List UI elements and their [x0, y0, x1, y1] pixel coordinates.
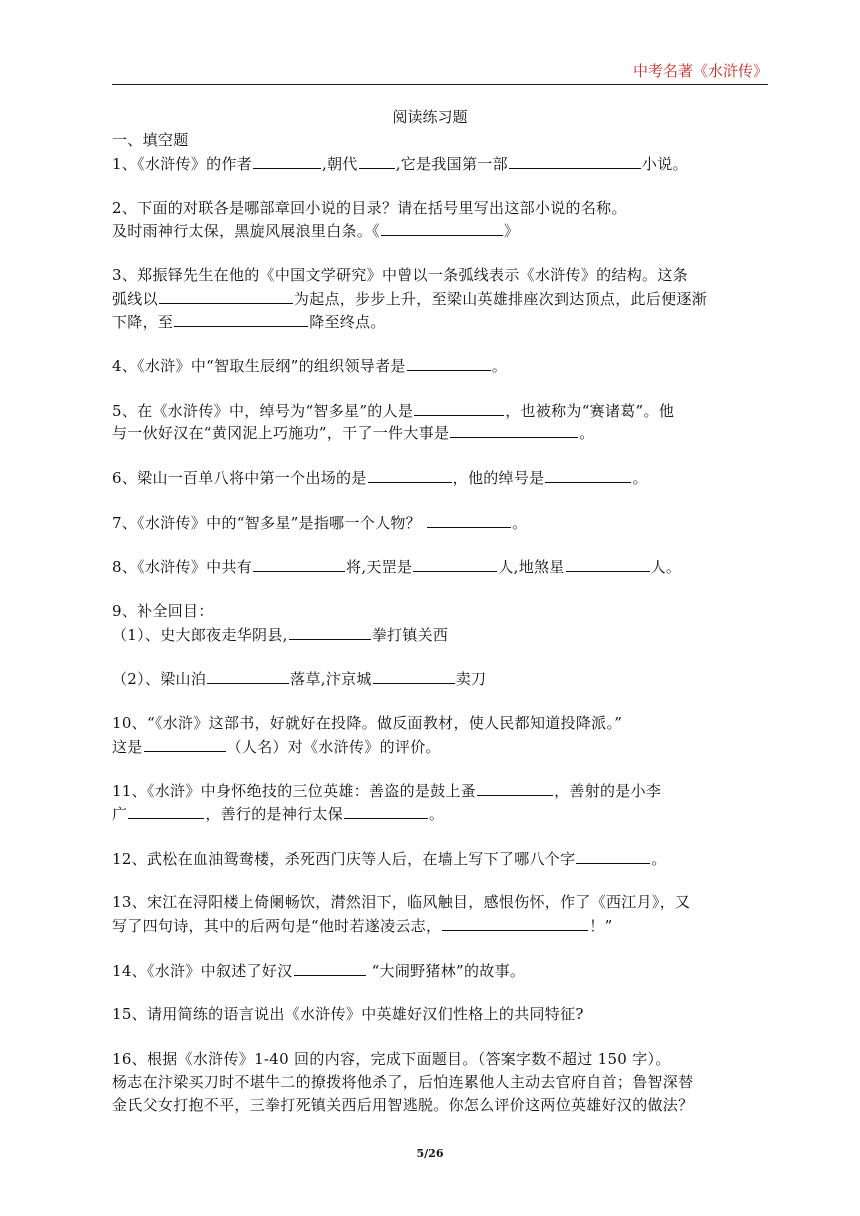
question-6	[112, 467, 772, 488]
question-8	[112, 556, 772, 577]
question-text: 4、《水浒》中“智取生辰纲”的组织领导者是	[112, 357, 406, 375]
question-text: 人。	[650, 558, 682, 576]
question-text: ，也被称为“赛诸葛”。他	[505, 402, 675, 420]
question-5-line-2	[112, 422, 772, 443]
answer-blank[interactable]	[381, 220, 503, 236]
question-text: ,朝代	[322, 155, 358, 173]
question-text: 。	[429, 805, 445, 823]
question-13-line-2	[112, 915, 772, 936]
question-text: 。	[491, 357, 507, 375]
question-16-line-3: 金氏父女打抱不平，三拳打死镇关西后用智逃脱。你怎么评价这两位英雄好汉的做法？	[112, 1096, 694, 1114]
answer-blank[interactable]	[207, 668, 289, 684]
answer-blank[interactable]	[545, 467, 631, 483]
section-heading: 一、填空题	[112, 131, 189, 149]
answer-blank[interactable]	[450, 422, 578, 438]
question-3-line-2	[112, 288, 772, 309]
answer-blank[interactable]	[159, 288, 293, 304]
question-text: 》	[503, 222, 520, 240]
answer-blank[interactable]	[477, 780, 553, 796]
answer-blank[interactable]	[128, 803, 204, 819]
question-9-item-1	[112, 624, 772, 645]
header-title: 中考名著《水浒传》	[632, 62, 768, 80]
question-text: 拳打镇关西	[371, 626, 449, 644]
question-10-line-1: 10、“《水浒》这部书，好就好在投降。做反面教材，使人民都知道投降派。”	[112, 714, 623, 732]
question-text: “大闹野猪林”的故事。	[366, 962, 526, 980]
answer-blank[interactable]	[414, 400, 504, 416]
answer-blank[interactable]	[294, 960, 366, 976]
question-3-line-1: 3、郑振铎先生在他的《中国文学研究》中曾以一条弧线表示《水浒传》的结构。这条	[112, 266, 688, 284]
answer-blank[interactable]	[427, 512, 511, 528]
answer-blank[interactable]	[344, 803, 428, 819]
question-12	[112, 848, 772, 869]
question-text: 下降，至	[112, 313, 174, 331]
answer-blank[interactable]	[509, 153, 641, 169]
question-text: 。	[651, 850, 667, 868]
question-1	[112, 153, 772, 174]
question-text: 12、武松在血油鸳鸯楼，杀死西门庆等人后，在墙上写下了哪八个字	[112, 850, 576, 868]
question-text: 与一伙好汉在“黄冈泥上巧施功”，干了一件大事是	[112, 424, 450, 442]
question-text: 弧线以	[112, 290, 158, 308]
question-text: 这是	[112, 738, 143, 756]
question-3-line-3	[112, 311, 772, 332]
question-text: ，善射的是小李	[554, 782, 662, 800]
answer-blank[interactable]	[174, 311, 308, 327]
answer-blank[interactable]	[289, 624, 371, 640]
header-divider	[112, 84, 768, 85]
answer-blank[interactable]	[368, 467, 452, 483]
question-11-line-1	[112, 780, 772, 801]
question-10-line-2	[112, 736, 772, 757]
document-title: 阅读练习题	[392, 108, 468, 126]
question-text: 5、在《水浒传》中，绰号为“智多星”的人是	[112, 402, 414, 420]
question-text: 小说。	[641, 155, 688, 173]
answer-blank[interactable]	[144, 736, 226, 752]
question-text: 6、梁山一百单八将中第一个出场的是	[112, 469, 367, 487]
question-text: 1、《水浒传》的作者	[112, 155, 253, 173]
question-9-item-2	[112, 668, 772, 689]
question-text: （人名）对《水浒传》的评价。	[226, 738, 441, 756]
answer-blank[interactable]	[576, 848, 650, 864]
question-text: 。	[512, 514, 528, 532]
question-text: 写了四句诗，其中的后两句是“他时若遂凌云志，	[112, 917, 442, 935]
question-9-title: 9、补全回目：	[112, 602, 214, 620]
question-16-line-2: 杨志在汴梁买刀时不堪牛二的撩拨将他杀了，后怕连累他人主动去官府自首；鲁智深替	[112, 1073, 694, 1091]
question-text: 7、《水浒传》中的“智多星”是指哪一个人物？	[112, 514, 427, 532]
question-14	[112, 960, 772, 981]
answer-blank[interactable]	[253, 556, 345, 572]
answer-blank[interactable]	[407, 355, 491, 371]
question-text: ,它是我国第一部	[395, 155, 508, 173]
question-text: ，他的绰号是	[452, 469, 545, 487]
question-text: 人,地煞星	[498, 558, 565, 576]
question-text: 11、《水浒》中身怀绝技的三位英雄：善盗的是鼓上蚤	[112, 782, 477, 800]
answer-blank[interactable]	[373, 668, 455, 684]
question-text: ，善行的是神行太保	[205, 805, 344, 823]
question-text: 落草,汴京城	[290, 670, 372, 688]
question-text: （1）、史大郎夜走华阴县,	[112, 626, 288, 644]
question-15: 15、请用简练的语言说出《水浒传》中英雄好汉们性格上的共同特征?	[112, 1005, 584, 1023]
question-text: 降至终点。	[309, 313, 386, 331]
question-16-line-1: 16、根据《水浒传》1-40 回的内容，完成下面题目。（答案字数不超过 150 字）。	[112, 1050, 671, 1068]
page-number: 5/26	[416, 1147, 444, 1160]
answer-blank[interactable]	[413, 556, 497, 572]
question-text: 。	[632, 469, 648, 487]
question-text: 。	[579, 424, 595, 442]
question-7	[112, 512, 772, 533]
question-text: 广	[112, 805, 128, 823]
question-11-line-2	[112, 803, 772, 824]
question-text: （2）、梁山泊	[112, 670, 207, 688]
question-2-line-1: 2、下面的对联各是哪部章回小说的目录？请在括号里写出这部小说的名称。	[112, 199, 627, 217]
question-text: 14、《水浒》中叙述了好汉	[112, 962, 293, 980]
question-text: 将,天罡是	[346, 558, 413, 576]
answer-blank[interactable]	[442, 915, 588, 931]
answer-blank[interactable]	[566, 556, 650, 572]
question-4	[112, 355, 772, 376]
question-2-line-2	[112, 220, 772, 241]
question-text: ！”	[589, 917, 613, 935]
answer-blank[interactable]	[359, 153, 395, 169]
question-text: 及时雨神行太保，黑旋风展浪里白条。《	[112, 222, 380, 240]
question-text: 卖刀	[455, 670, 487, 688]
question-text: 为起点，步步上升，至梁山英雄排座次到达顶点，此后便逐渐	[293, 290, 708, 308]
question-5-line-1	[112, 400, 772, 421]
question-13-line-1: 13、宋江在浔阳楼上倚阑畅饮，潸然泪下，临风触目，感恨伤怀，作了《西江月》，又	[112, 893, 691, 911]
answer-blank[interactable]	[253, 153, 321, 169]
question-text: 8、《水浒传》中共有	[112, 558, 253, 576]
